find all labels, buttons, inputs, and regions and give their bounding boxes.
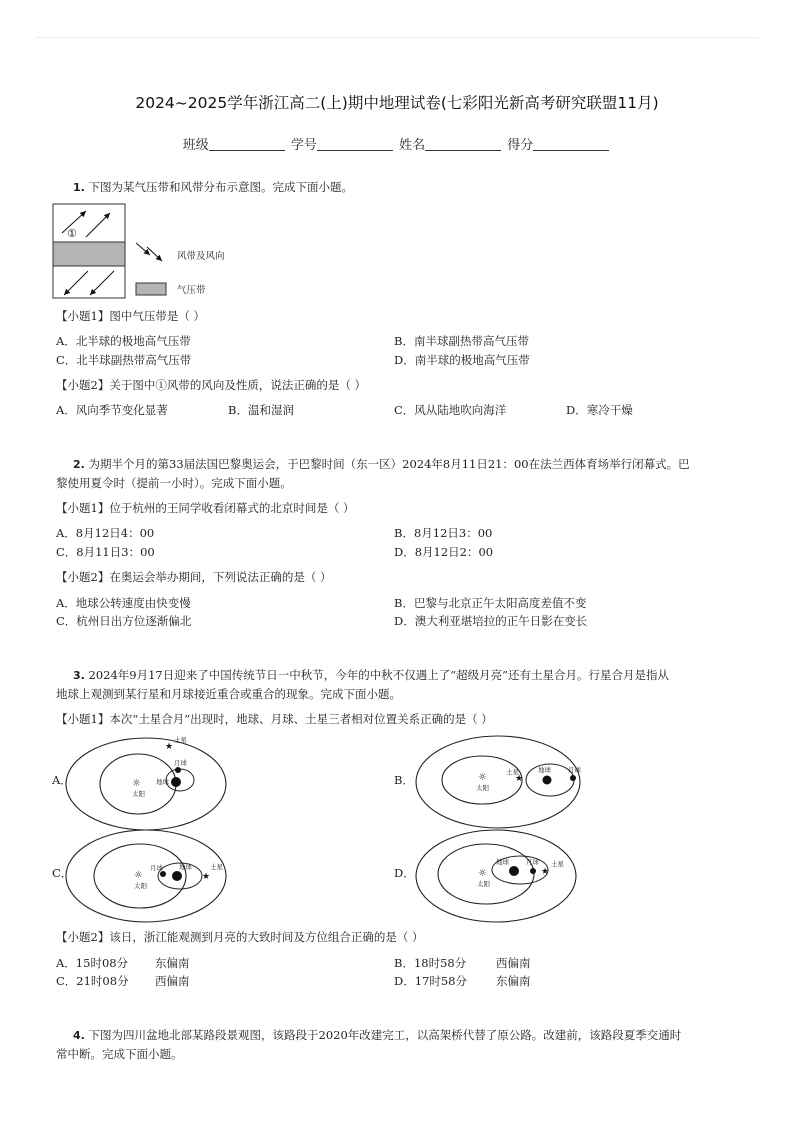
earth-label: 地球 [179, 863, 192, 871]
number-label: 学号 [290, 138, 317, 153]
name-blank[interactable] [425, 136, 501, 151]
saturn-orbit [416, 830, 576, 922]
q1-figure [52, 203, 252, 301]
q3-sub1-stem: 【小题1】本次“土星合月”出现时，地球、月球、土星三者相对位置关系正确的是（ ） [56, 712, 493, 726]
q3-figure-d[interactable] [410, 826, 600, 926]
saturn-star-icon: ★ [165, 742, 174, 752]
q2-stem-line1: 2. 为期半个月的第33届法国巴黎奥运会，于巴黎时间（东一区）2024年8月11日21：00在法兰西体育场举行闭幕式。巴 [73, 457, 690, 471]
saturn-orbit [66, 738, 226, 830]
earth-dot [509, 866, 519, 876]
q1-sub1-option-d[interactable]: D．南半球的极地高气压带 [394, 353, 530, 367]
q3-figure-a[interactable] [62, 734, 242, 834]
moon-dot [175, 767, 181, 773]
legend-wind-arrow [136, 243, 150, 255]
q2-sub2-option-a[interactable]: A．地球公转速度由快变慢 [56, 596, 191, 610]
moon-label: 月球 [526, 858, 539, 866]
sun-icon: ☼ [478, 868, 487, 879]
q1-sub2-stem: 【小题2】关于图中①风带的风向及性质，说法正确的是（ ） [56, 378, 366, 392]
name-label: 姓名 [399, 138, 426, 153]
saturn-label: 土星 [506, 768, 519, 776]
legend-wind-label: 风带及风向 [177, 251, 225, 262]
q3-sub2-option-b[interactable]: B．18时58分 [394, 956, 467, 970]
q2-sub1-option-c[interactable]: C．8月11日3：00 [56, 545, 155, 559]
q1-sub2-option-d[interactable]: D．寒冷干燥 [566, 403, 633, 417]
sun-icon: ☼ [478, 772, 487, 783]
sun-label: 太阳 [477, 880, 490, 888]
q1-sub1-option-c[interactable]: C．北半球副热带高气压带 [56, 353, 192, 367]
sun-icon: ☼ [132, 778, 141, 789]
saturn-orbit [416, 736, 580, 828]
earth-dot [543, 776, 552, 785]
earth-label: 地球 [156, 778, 169, 786]
sun-label: 太阳 [134, 882, 147, 890]
q3-stem-line1: 3. 2024年9月17日迎来了中国传统节日一中秋节，今年的中秋不仅遇上了“超级月亮”还有土星合月。行星合月是指从 [73, 668, 669, 682]
q3-figure-c[interactable] [62, 826, 242, 926]
q3-sub2-option-a-dir: 东偏南 [155, 956, 190, 970]
saturn-label: 土星 [210, 863, 223, 871]
q2-sub1-option-b[interactable]: B．8月12日3：00 [394, 526, 493, 540]
page-title: 2024~2025学年浙江高二(上)期中地理试卷(七彩阳光新高考研究联盟11月) [135, 94, 659, 112]
score-label: 得分 [507, 138, 534, 153]
q1-sub2-option-a[interactable]: A．风向季节变化显著 [56, 403, 168, 417]
pressure-belt [53, 242, 125, 266]
earth-dot [172, 871, 182, 881]
score-blank[interactable] [533, 136, 609, 151]
sun-label: 太阳 [132, 790, 145, 798]
q1-sub2-option-c[interactable]: C．风从陆地吹向海洋 [394, 403, 507, 417]
saturn-star-icon: ★ [515, 774, 524, 784]
q3-option-c-label[interactable]: C． [52, 866, 73, 880]
earth-label: 地球 [496, 858, 509, 866]
moon-dot [530, 868, 536, 874]
q2-sub2-option-d[interactable]: D．澳大利亚堪培拉的正午日影在变长 [394, 614, 588, 628]
sun-icon: ☼ [134, 870, 143, 881]
sun-label: 太阳 [476, 784, 489, 792]
moon-label: 月球 [568, 766, 581, 774]
moon-label: 月球 [174, 759, 187, 767]
q1-stem: 1. 下图为某气压带和风带分布示意图。完成下面小题。 [73, 180, 353, 194]
saturn-label: 土星 [174, 736, 187, 744]
saturn-star-icon: ★ [541, 867, 550, 877]
q2-sub1-option-a[interactable]: A．8月12日4：00 [56, 526, 155, 540]
number-blank[interactable] [317, 136, 393, 151]
class-label: 班级 [182, 138, 209, 153]
q3-sub2-option-c-dir: 西偏南 [155, 974, 190, 988]
q1-sub1-stem: 【小题1】图中气压带是（ ） [56, 309, 205, 323]
saturn-star-icon: ★ [202, 872, 211, 882]
q3-option-d-label[interactable]: D． [394, 866, 415, 880]
earth-label: 地球 [538, 766, 551, 774]
class-blank[interactable] [209, 136, 285, 151]
saturn-label: 土星 [551, 860, 564, 868]
q4-stem-line1: 4. 下图为四川盆地北部某路段景观图，该路段于2020年改建完工，以高架桥代替了原公路。改建前，该路段夏季交通时 [73, 1028, 682, 1042]
q3-stem-line2: 地球上观测到某行星和月球接近重合或重合的现象。完成下面小题。 [56, 687, 401, 701]
q3-option-b-label[interactable]: B． [394, 773, 414, 787]
earth-dot [171, 777, 181, 787]
q2-sub1-stem: 【小题1】位于杭州的王同学收看闭幕式的北京时间是（ ） [56, 501, 355, 515]
q3-sub2-option-d-dir: 东偏南 [496, 974, 531, 988]
moon-label: 月球 [150, 864, 163, 872]
q3-sub2-option-c[interactable]: C．21时08分 [56, 974, 129, 988]
q3-sub2-option-a[interactable]: A．15时08分 [56, 956, 129, 970]
q2-sub2-option-b[interactable]: B．巴黎与北京正午太阳高度差值不变 [394, 596, 587, 610]
q3-sub2-option-d[interactable]: D．17时58分 [394, 974, 467, 988]
q1-sub1-option-b[interactable]: B．南半球副热带高气压带 [394, 334, 529, 348]
top-divider [36, 37, 758, 38]
wind-belt-marker: ① [67, 227, 77, 240]
q1-sub1-option-a[interactable]: A．北半球的极地高气压带 [56, 334, 191, 348]
legend-pressure-label: 气压带 [177, 285, 206, 296]
q3-figure-b[interactable] [410, 734, 600, 834]
q2-stem-line2: 黎使用夏令时（提前一小时）。完成下面小题。 [56, 476, 292, 490]
q2-sub2-option-c[interactable]: C．杭州日出方位逐渐偏北 [56, 614, 192, 628]
q2-sub2-stem: 【小题2】在奥运会举办期间，下列说法正确的是（ ） [56, 570, 332, 584]
q2-sub1-option-d[interactable]: D．8月12日2：00 [394, 545, 494, 559]
q3-sub2-stem: 【小题2】该日，浙江能观测到月亮的大致时间及方位组合正确的是（ ） [56, 930, 424, 944]
q3-option-a-label[interactable]: A． [52, 773, 72, 787]
moon-dot [570, 775, 576, 781]
student-info-row [0, 134, 794, 153]
legend-pressure-swatch [136, 283, 166, 295]
q1-sub2-option-b[interactable]: B．温和湿润 [228, 403, 294, 417]
q4-stem-line2: 常中断。完成下面小题。 [56, 1047, 183, 1061]
q3-sub2-option-b-dir: 西偏南 [496, 956, 531, 970]
